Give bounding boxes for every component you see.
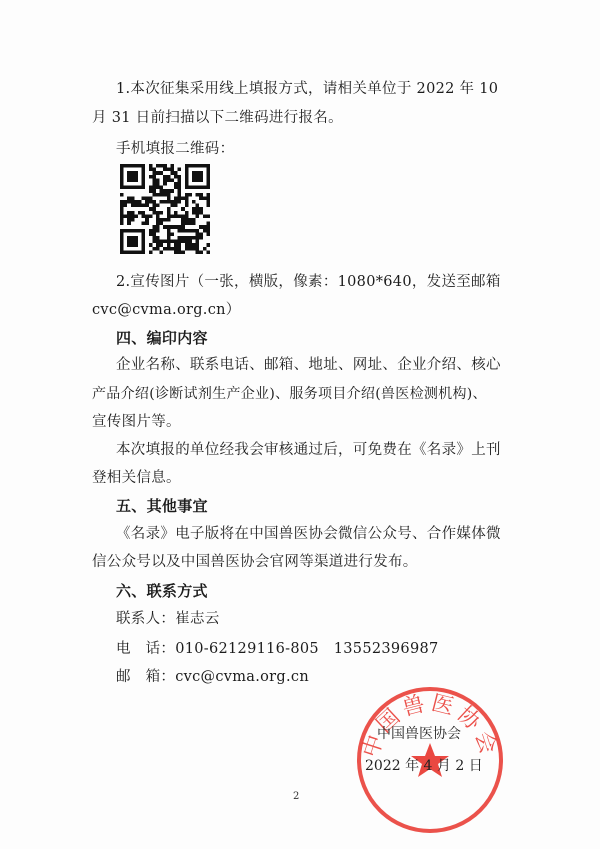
contact-name: 崔志云: [175, 611, 220, 627]
contact-row: [116, 609, 220, 629]
page-number: 2: [293, 791, 300, 802]
item2-line2: cvc@cvma.org.cn）: [92, 302, 241, 318]
item1-line1: 1.本次征集采用线上填报方式，请相关单位于 2022 年 10: [116, 81, 499, 97]
email-label: 邮 箱：: [116, 669, 176, 685]
phone-value: 010-62129116-805 13552396987: [175, 641, 439, 657]
section5-p1-line1: 《名录》电子版将在中国兽医协会微信公众号、合作媒体微: [116, 526, 501, 542]
section4-p2-line2: 登相关信息。: [92, 470, 181, 486]
email-row: [116, 667, 309, 687]
phone-label: 电 话：: [116, 641, 176, 657]
contact-label: 联系人：: [116, 611, 176, 627]
qr-caption: 手机填报二维码：: [116, 141, 235, 157]
section5-p1-line2: 信公众号以及中国兽医协会官网等渠道进行发布。: [92, 554, 418, 570]
section4-heading: 四、编印内容: [116, 329, 208, 347]
qr-code[interactable]: [120, 164, 210, 254]
email-value[interactable]: cvc@cvma.org.cn: [175, 669, 309, 685]
item1-line2: 月 31 日前扫描以下二维码进行报名。: [92, 110, 343, 126]
section5-heading: 五、其他事宜: [116, 497, 208, 515]
section4-p1-line1: 企业名称、联系电话、邮箱、地址、网址、企业介绍、核心: [116, 357, 501, 373]
signature-org: 中国兽医协会: [377, 726, 461, 742]
item2-line1: 2.宣传图片（一张，横版，像素：1080*640，发送至邮箱: [116, 274, 501, 290]
signature-date: 2022 年 4 月 2 日: [365, 758, 483, 774]
phone-row: [116, 639, 439, 659]
section4-p1-line2: 产品介绍(诊断试剂生产企业)、服务项目介绍(兽医检测机构)、: [92, 386, 487, 402]
section4-p2-line1: 本次填报的单位经我会审核通过后，可免费在《名录》上刊: [116, 442, 501, 458]
section6-heading: 六、联系方式: [116, 582, 208, 600]
seal-text: 中国兽医协会: [358, 690, 502, 761]
section4-p1-line3: 宣传图片等。: [92, 414, 181, 430]
